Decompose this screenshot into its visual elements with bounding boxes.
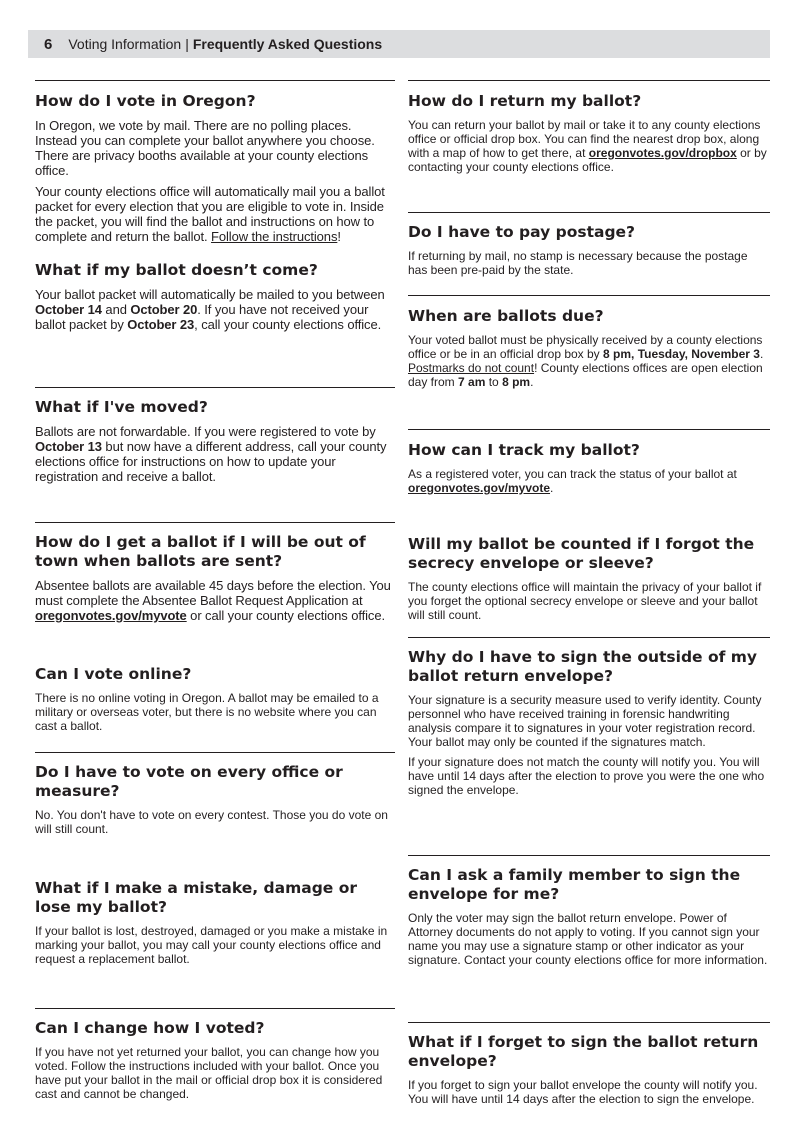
faq-section-change-vote [35, 1008, 395, 1128]
faq-question: When are ballots due? [408, 307, 604, 325]
answer-paragraph: If you forget to sign your ballot envelope the county will notify you. You will have until 14 days after the election to sign the envelope. [408, 1077, 758, 1106]
faq-section-ballots-due [408, 295, 770, 429]
answer-paragraph: No. You don't have to vote on every contest. Those you do vote on will still count. [35, 807, 388, 836]
faq-question: Can I change how I voted? [35, 1019, 265, 1037]
page-header [28, 30, 770, 58]
faq-answer [35, 578, 395, 623]
faq-section-moved [35, 387, 395, 522]
bold-text: 8 pm [502, 374, 531, 389]
web-link[interactable]: oregonvotes.gov/dropbox [588, 145, 737, 160]
answer-paragraph: Absentee ballots are available 45 days before the election. You must complete the Absentee Ballot Request Application at oregonvotes.gov/myvote or call your county elections office. [35, 577, 391, 623]
faq-section-vote-in-oregon [35, 80, 395, 250]
faq-answer [408, 249, 770, 277]
faq-answer [35, 691, 395, 733]
bold-text: October 13 [35, 438, 102, 454]
page-number: 6 [44, 35, 53, 53]
bold-text: 8 pm, Tuesday, November 3 [603, 346, 760, 361]
faq-question: How do I get a ballot if I will be out of town when ballots are sent? [35, 533, 366, 570]
answer-paragraph: Your county elections office will automatically mail you a ballot packet for every election that you are eligible to vote in. Inside the packet, you will find the ballot and instructions on how to complete and return the ballot. Follow the instructions! [35, 183, 385, 244]
answer-paragraph: There is no online voting in Oregon. A ballot may be emailed to a military or overseas voter, but there is no website where you can cast a ballot. [35, 690, 379, 733]
faq-section-forget-sign [408, 1022, 770, 1142]
faq-section-family-member [408, 855, 770, 1022]
bold-text: October 20 [130, 301, 198, 317]
section-label: Voting Information [68, 36, 182, 52]
faq-section-postage [408, 212, 770, 295]
faq-section-return-ballot [408, 80, 770, 212]
faq-answer [408, 1078, 770, 1106]
faq-section-secrecy-envelope [408, 526, 770, 637]
faq-section-sign-outside [408, 637, 770, 855]
faq-answer [35, 424, 395, 484]
faq-section-every-office [35, 752, 395, 869]
bold-text: October 23 [127, 316, 195, 332]
answer-paragraph: The county elections office will maintain the privacy of your ballot if you forget the optional secrecy envelope or sleeve and your ballot will still count. [408, 579, 762, 622]
faq-answer [35, 118, 395, 244]
answer-paragraph: As a registered voter, you can track the status of your ballot at oregonvotes.gov/myvote. [408, 466, 737, 495]
web-link[interactable]: oregonvotes.gov/myvote [408, 480, 551, 495]
faq-section-out-of-town [35, 522, 395, 656]
faq-section-mistake [35, 869, 395, 1008]
faq-answer [35, 924, 395, 966]
answer-paragraph: You can return your ballot by mail or take it to any county elections office or official drop box. You can find the nearest drop box, along with a map of how to get there, at oregonvotes.gov/dropbox or by contacting your county elections office. [408, 117, 767, 174]
answer-paragraph: Only the voter may sign the ballot return envelope. Power of Attorney documents do not apply to voting. If you cannot sign your name you may use a signature stamp or other indicator as your signature. Contact your county elections office for more information. [408, 910, 768, 967]
faq-answer [35, 287, 395, 332]
subsection-label: Frequently Asked Questions [192, 36, 383, 52]
faq-section-vote-online [35, 656, 395, 752]
faq-question: What if I forget to sign the ballot return envelope? [408, 1033, 759, 1070]
faq-question: How do I vote in Oregon? [35, 92, 256, 110]
answer-paragraph: If your ballot is lost, destroyed, damaged or you make a mistake in marking your ballot, you may call your county elections office and request a replacement ballot. [35, 923, 388, 966]
faq-answer [35, 808, 395, 836]
answer-paragraph: If you have not yet returned your ballot, you can change how you voted. Follow the instructions included with your ballot. Once you have put your ballot in the mail or official drop box it is considered cast and cannot be changed. [35, 1044, 383, 1101]
faq-question: Will my ballot be counted if I forgot the secrecy envelope or sleeve? [408, 535, 755, 572]
answer-paragraph: Your ballot packet will automatically be mailed to you between October 14 and October 20. If you have not received your ballot packet by October 23, call your county elections office. [35, 286, 385, 332]
underlined-text: Follow the instructions [211, 228, 338, 244]
answer-paragraph: If returning by mail, no stamp is necessary because the postage has been pre-paid by the state. [408, 248, 748, 277]
right-column [408, 80, 770, 1142]
faq-answer [408, 911, 770, 967]
faq-question: How can I track my ballot? [408, 441, 640, 459]
faq-question: What if I've moved? [35, 398, 208, 416]
faq-answer [408, 118, 770, 174]
faq-question: Can I ask a family member to sign the envelope for me? [408, 866, 741, 903]
answer-paragraph: If your signature does not match the county will notify you. You will have until 14 days after the election to prove you were the one who signed the envelope. [408, 754, 765, 797]
answer-paragraph: Your signature is a security measure used to verify identity. County personnel who have received training in forensic handwriting analysis compare it to signatures in your voter registration record. Your ballot may only be counted if the signatures match. [408, 692, 762, 749]
faq-question: What if I make a mistake, damage or lose my ballot? [35, 879, 357, 916]
bold-text: 7 am [458, 374, 486, 389]
answer-paragraph: Ballots are not forwardable. If you were registered to vote by October 13 but now have a different address, call your county elections office for instructions on how to update your registration and receive a ballot. [35, 423, 387, 484]
faq-answer [408, 693, 770, 797]
faq-question: Do I have to pay postage? [408, 223, 636, 241]
faq-question: What if my ballot doesn’t come? [35, 261, 318, 279]
faq-answer [408, 580, 770, 622]
bold-text: October 14 [35, 301, 102, 317]
faq-question: Do I have to vote on every office or measure? [35, 763, 343, 800]
underlined-text: Postmarks do not count [408, 360, 535, 375]
answer-paragraph: In Oregon, we vote by mail. There are no polling places. Instead you can complete your ballot anywhere you choose. There are privacy booths available at your county elections office. [35, 117, 375, 178]
faq-question: Why do I have to sign the outside of my ballot return envelope? [408, 648, 757, 685]
answer-paragraph: Your voted ballot must be physically received by a county elections office or be in an official drop box by 8 pm, Tuesday, November 3. Postmarks do not count! County elections offices are open election day from 7 am to 8 pm. [408, 332, 764, 389]
faq-answer [408, 333, 770, 389]
faq-section-track-ballot [408, 429, 770, 526]
header-separator: | [185, 36, 189, 52]
faq-section-ballot-doesnt-come [35, 250, 395, 387]
left-column [35, 80, 395, 1128]
faq-answer [35, 1045, 395, 1101]
web-link[interactable]: oregonvotes.gov/myvote [35, 607, 187, 623]
faq-question: How do I return my ballot? [408, 92, 642, 110]
faq-question: Can I vote online? [35, 665, 192, 683]
faq-answer [408, 467, 770, 495]
